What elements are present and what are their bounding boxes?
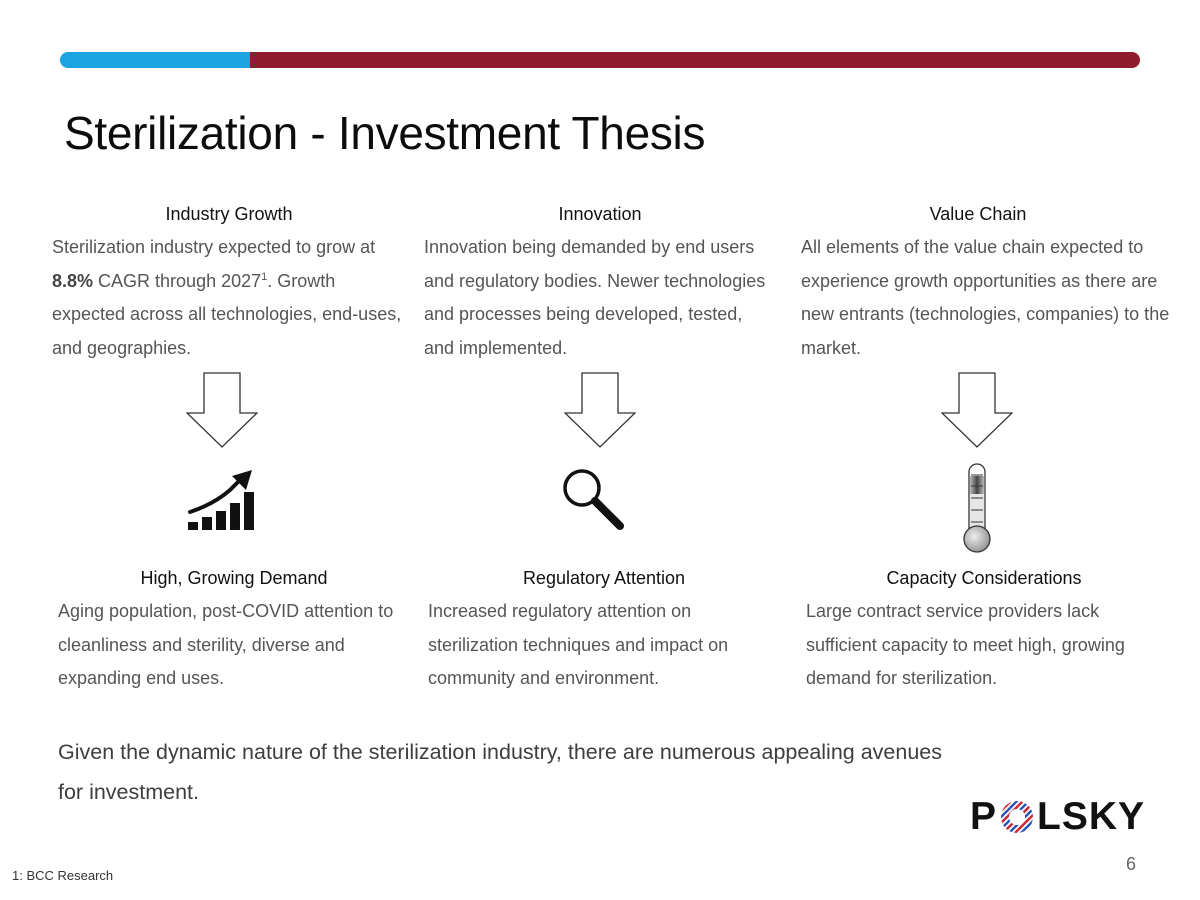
column-body-innovation: Innovation being demanded by end users and regulatory bodies. Newer technologies and processes being developed, tested, and implemented.: [424, 237, 766, 358]
result-body-high-growing-demand: Aging population, post-COVID attention to cleanliness and sterility, diverse and expanding end uses.: [58, 601, 394, 689]
result-heading-capacity-considerations: Capacity Considerations: [886, 568, 1082, 588]
polsky-logo: P LSKY: [970, 795, 1146, 838]
top-accent-bar-blue: [60, 52, 250, 68]
down-arrow-icon: [941, 372, 1013, 448]
column-heading-industry-growth: Industry Growth: [165, 204, 293, 224]
footnote-marker: 1: [261, 270, 268, 283]
top-accent-bar-red: [232, 52, 1140, 68]
thermometer-icon: [958, 462, 996, 554]
result-heading-regulatory-attention: Regulatory Attention: [522, 568, 686, 588]
cagr-value: 8.8%: [52, 270, 94, 291]
column-body-industry-growth: Sterilization industry expected to grow at 8.8% CAGR through 2027$^1$. Growth expected across all technologies, end-uses, and geographies.: [52, 237, 402, 358]
striped-o-icon: [999, 799, 1035, 835]
column-heading-value-chain: Value Chain: [929, 204, 1027, 224]
result-heading-high-growing-demand: High, Growing Demand: [140, 568, 328, 588]
footnote: 1: BCC Research: [12, 868, 114, 883]
result-body-regulatory-attention: Increased regulatory attention on sterilization techniques and impact on community and environment.: [428, 601, 729, 689]
down-arrow-icon: [564, 372, 636, 448]
result-body-capacity-considerations: Large contract service providers lack sufficient capacity to meet high, growing demand for sterilization.: [806, 601, 1125, 689]
column-heading-innovation: Innovation: [558, 204, 642, 224]
magnifying-glass-icon: [560, 466, 626, 532]
page-title: Sterilization - Investment Thesis: [64, 107, 706, 159]
conclusion-text: Given the dynamic nature of the sterilization industry, there are numerous appealing avenues for investment.: [58, 740, 942, 804]
growth-chart-icon: [186, 468, 256, 532]
top-accent-bar: [60, 52, 1140, 68]
down-arrow-icon: [186, 372, 258, 448]
column-body-value-chain: All elements of the value chain expected to experience growth opportunities as there are new entrants (technologies, companies) to the market.: [801, 237, 1170, 358]
page-number: 6: [1126, 854, 1137, 874]
